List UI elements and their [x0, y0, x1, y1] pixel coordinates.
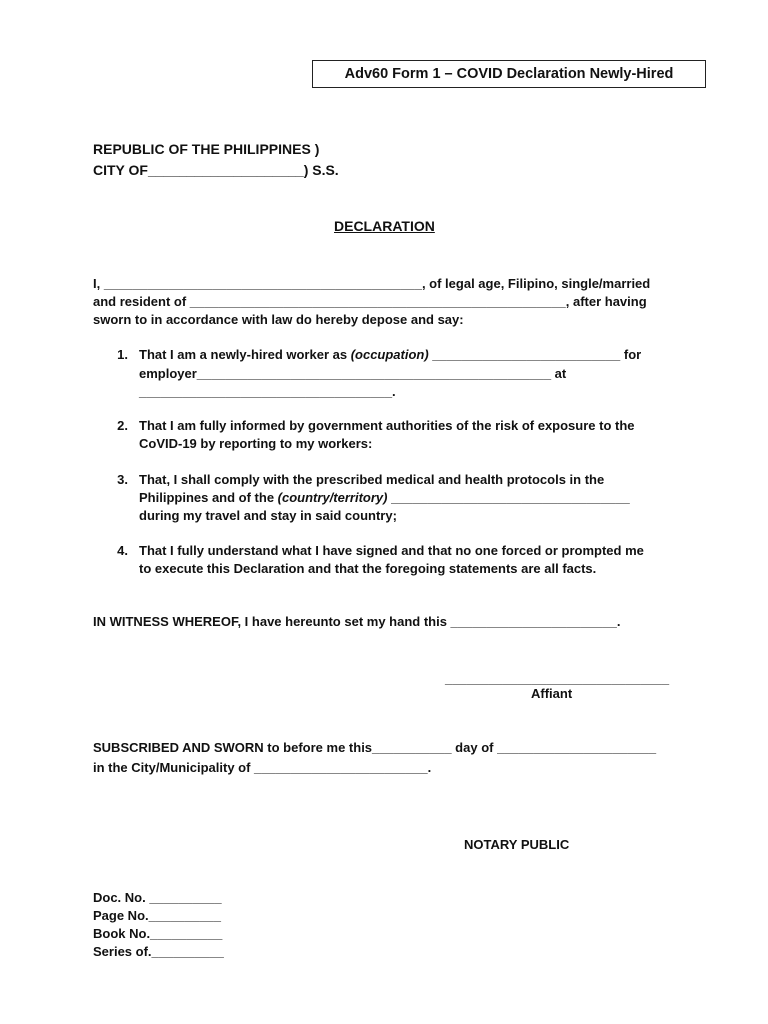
item-3-country-label: (country/territory): [277, 490, 388, 505]
item-4-line-1: That I fully understand what I have signed and that no one forced or prompted me: [139, 543, 644, 558]
page-no-field: Page No.__________: [93, 908, 221, 923]
intro-line-3: sworn to in accordance with law do hereby depose and say:: [93, 312, 464, 327]
item-1-line-2: employer_________________________________________________ at: [139, 366, 567, 381]
item-1-number: 1.: [117, 347, 128, 362]
affiant-signature-line: _______________________________: [445, 671, 670, 686]
intro-line-2: and resident of ____________________________________________________, after having: [93, 294, 647, 309]
item-4-number: 4.: [117, 543, 128, 558]
item-1-line-3: ___________________________________.: [139, 384, 396, 399]
item-3-line-1: That, I shall comply with the prescribed medical and health protocols in the: [139, 472, 605, 487]
item-3-text-b: _________________________________: [387, 490, 630, 505]
witness-statement: IN WITNESS WHEREOF, I have hereunto set my hand this _______________________.: [93, 614, 621, 629]
subscribed-line-2: in the City/Municipality of ________________________.: [93, 760, 432, 775]
item-2-line-2: CoVID-19 by reporting to my workers:: [139, 436, 373, 451]
doc-no-field: Doc. No. __________: [93, 890, 222, 905]
item-2-line-1: That I am fully informed by government authorities of the risk of exposure to the: [139, 418, 635, 433]
item-3-line-3: during my travel and stay in said country;: [139, 508, 397, 523]
form-label-box: Adv60 Form 1 – COVID Declaration Newly-Hired: [312, 60, 706, 88]
item-1-text-a: That I am a newly-hired worker as: [139, 347, 351, 362]
item-3-number: 3.: [117, 472, 128, 487]
header-republic: REPUBLIC OF THE PHILIPPINES ): [93, 141, 320, 157]
item-1-line-1: [139, 346, 641, 364]
affiant-label: Affiant: [531, 686, 573, 701]
item-4-line-2: to execute this Declaration and that the foregoing statements are all facts.: [139, 561, 597, 576]
series-field: Series of.__________: [93, 944, 224, 959]
item-3-line-2: [139, 489, 630, 507]
item-3-text-a: Philippines and of the: [139, 490, 278, 505]
item-2-number: 2.: [117, 418, 128, 433]
document-title: DECLARATION: [334, 218, 435, 234]
item-1-text-b: __________________________ for: [428, 347, 642, 362]
intro-line-1: I, ____________________________________________, of legal age, Filipino, single/married: [93, 276, 651, 291]
item-1-occupation-label: (occupation): [350, 347, 429, 362]
notary-public-label: NOTARY PUBLIC: [464, 837, 570, 852]
subscribed-line-1: SUBSCRIBED AND SWORN to before me this___________ day of ______________________: [93, 740, 657, 755]
book-no-field: Book No.__________: [93, 926, 223, 941]
header-city: CITY OF____________________) S.S.: [93, 162, 339, 178]
